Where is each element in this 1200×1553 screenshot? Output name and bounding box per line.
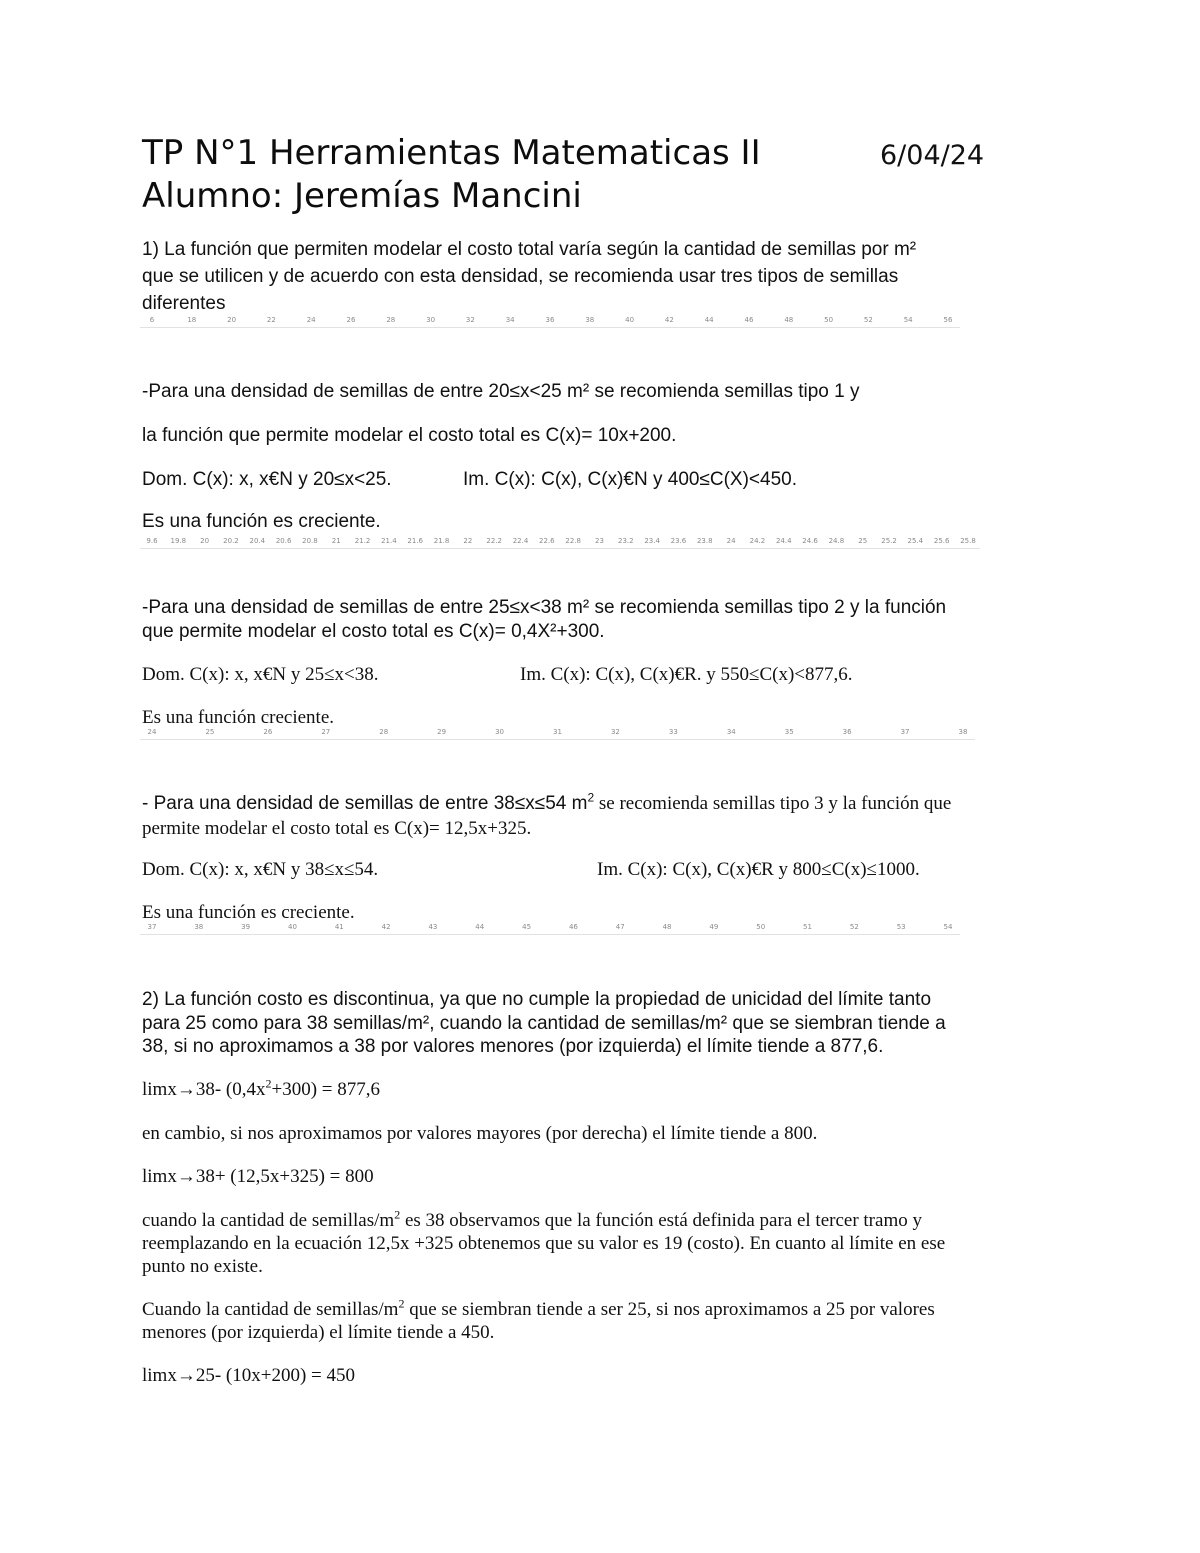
axis-tick-label: 46 bbox=[744, 316, 754, 324]
document-date: 6/04/24 bbox=[880, 140, 985, 171]
axis-line bbox=[140, 739, 975, 740]
axis-line bbox=[140, 934, 960, 935]
tramo3-line-2: permite modelar el costo total es C(x)= 12,5x+325. bbox=[142, 818, 532, 839]
axis-tick-label: 40 bbox=[625, 316, 635, 324]
axis-tick-label: 50 bbox=[756, 923, 766, 931]
axis-tick-label: 24.6 bbox=[802, 537, 818, 545]
axis-tick-label: 22.8 bbox=[565, 537, 581, 545]
axis-tick-label: 27 bbox=[321, 728, 331, 736]
axis-tick-label: 21.6 bbox=[407, 537, 424, 545]
axis-tick-label: 23.4 bbox=[644, 537, 660, 545]
axis-tick-label: 49 bbox=[709, 923, 719, 931]
tramo3-line-1-start: - Para una densidad de semillas de entre 38≤x≤54 m bbox=[142, 793, 588, 814]
axis-tick-label: 25.6 bbox=[933, 537, 950, 545]
axis-tick-label: 22 bbox=[266, 316, 276, 324]
axis-tick-label: 21 bbox=[331, 537, 341, 545]
axis-tick-label: 45 bbox=[522, 923, 532, 931]
axis-tick-label: 42 bbox=[381, 923, 391, 931]
axis-tick-label: 51 bbox=[803, 923, 812, 931]
tramo1-line-2: la función que permite modelar el costo total es C(x)= 10x+200. bbox=[142, 425, 677, 446]
axis-tick-label: 24 bbox=[306, 316, 316, 324]
axis-tick-label: 25.4 bbox=[907, 537, 924, 545]
axis-tick-label: 22 bbox=[463, 537, 473, 545]
axis-tick-label: 21.4 bbox=[381, 537, 397, 545]
axis-tick-label: 36 bbox=[545, 316, 555, 324]
axis-tick-label: 35 bbox=[784, 728, 794, 736]
paragraph-3-end: es 38 observamos que la función está definida para el tercer tramo y bbox=[400, 1210, 922, 1231]
paragraph-3-line-2: reemplazando en la ecuación 12,5x +325 obtenemos que su valor es 19 (costo). En cuanto al límite en ese bbox=[142, 1233, 946, 1254]
axis-tick-label: 41 bbox=[334, 923, 344, 931]
axis-tick-label: 22.2 bbox=[486, 537, 502, 545]
axis-tick-label: 32 bbox=[465, 316, 475, 324]
axis-tick-label: 23.8 bbox=[696, 537, 713, 545]
axis-tramo2 bbox=[140, 728, 975, 740]
paragraph-4-line-2: menores (por izquierda) el límite tiende a 450. bbox=[142, 1322, 495, 1343]
axis-tick-label: 24.2 bbox=[749, 537, 766, 545]
axis-tick-label: 25.8 bbox=[960, 537, 976, 545]
axis-tick-label: 48 bbox=[784, 316, 794, 324]
axis-main bbox=[140, 316, 960, 328]
paragraph-4-start: Cuando la cantidad de semillas/m bbox=[142, 1299, 399, 1320]
tramo1-image: Im. C(x): C(x), C(x)€N y 400≤C(X)<450. bbox=[463, 469, 798, 490]
limit-38-left bbox=[142, 1078, 380, 1101]
paragraph-3-line-3: punto no existe. bbox=[142, 1256, 263, 1277]
axis-tick-label: 53 bbox=[896, 923, 906, 931]
axis-tick-label: 24 bbox=[147, 728, 157, 736]
axis-tick-label: 25 bbox=[858, 537, 868, 545]
axis-tick-label: 28 bbox=[386, 316, 396, 324]
tramo2-image: Im. C(x): C(x), C(x)€R. y 550≤C(x)<877,6. bbox=[520, 664, 853, 685]
axis-tick-label: 21.8 bbox=[433, 537, 450, 545]
axis-tick-label: 30 bbox=[495, 728, 505, 736]
axis-tick-label: 22.6 bbox=[539, 537, 555, 545]
axis-tick-label: 23 bbox=[595, 537, 604, 545]
axis-tick-label: 20.4 bbox=[249, 537, 266, 545]
axis-line bbox=[140, 548, 980, 549]
axis-tick-label: 32 bbox=[610, 728, 620, 736]
axis-tick-label: 38 bbox=[585, 316, 595, 324]
tramo3-image: Im. C(x): C(x), C(x)€R y 800≤C(x)≤1000. bbox=[597, 859, 920, 880]
axis-tick-label: 21.2 bbox=[354, 537, 371, 545]
axis-line bbox=[140, 327, 960, 328]
axis-tick-label: 30 bbox=[426, 316, 436, 324]
tramo2-domain: Dom. C(x): x, x€N y 25≤x<38. bbox=[142, 664, 379, 685]
limit-38-left-end: +300) = 877,6 bbox=[271, 1079, 381, 1100]
axis-tick-label: 29 bbox=[437, 728, 447, 736]
student-name: Alumno: Jeremías Mancini bbox=[142, 176, 582, 216]
limit-38-right: limx→38+ (12,5x+325) = 800 bbox=[142, 1166, 374, 1187]
axis-tick-label: 38 bbox=[958, 728, 968, 736]
axis-tick-label: 46 bbox=[568, 923, 578, 931]
axis-tick-label: 31 bbox=[553, 728, 562, 736]
axis-tick-label: 26 bbox=[346, 316, 356, 324]
section2-line-2: para 25 como para 38 semillas/m², cuando la cantidad de semillas/m² que se siembran tiende a bbox=[142, 1013, 946, 1034]
document-title: TP N°1 Herramientas Matematicas II bbox=[142, 133, 761, 173]
tramo1-domain: Dom. C(x): x, x€N y 20≤x<25. bbox=[142, 469, 392, 490]
axis-tick-label: 50 bbox=[824, 316, 834, 324]
limit-25-left: limx→25- (10x+200) = 450 bbox=[142, 1365, 355, 1386]
tramo3-line-1-end: se recomienda semillas tipo 3 y la función que bbox=[594, 793, 952, 814]
paragraph-en-cambio: en cambio, si nos aproximamos por valores mayores (por derecha) el límite tiende a 800. bbox=[142, 1123, 818, 1144]
tramo3-superscript: 2 bbox=[587, 790, 595, 805]
axis-tick-label: 20 bbox=[227, 316, 237, 324]
axis-tick-label: 39 bbox=[241, 923, 251, 931]
paragraph-3-start: cuando la cantidad de semillas/m bbox=[142, 1210, 395, 1231]
axis-tick-label: 52 bbox=[863, 316, 873, 324]
axis-tick-label: 25.2 bbox=[881, 537, 897, 545]
tramo1-line-1: -Para una densidad de semillas de entre 20≤x<25 m² se recomienda semillas tipo 1 y bbox=[142, 381, 860, 402]
axis-tick-label: 36 bbox=[842, 728, 852, 736]
axis-tick-label: 18 bbox=[187, 316, 197, 324]
axis-tick-label: 20.2 bbox=[223, 537, 239, 545]
limit-38-left-start: limx→38- (0,4x bbox=[142, 1079, 266, 1100]
axis-tick-label: 33 bbox=[668, 728, 678, 736]
axis-tick-label: 28 bbox=[379, 728, 389, 736]
axis-tick-label: 19.8 bbox=[170, 537, 187, 545]
intro-line-3: diferentes bbox=[142, 293, 226, 314]
axis-tick-label: 37 bbox=[147, 923, 157, 931]
tramo3-domain: Dom. C(x): x, x€N y 38≤x≤54. bbox=[142, 859, 379, 880]
axis-tick-label: 23.2 bbox=[618, 537, 634, 545]
axis-tick-label: 40 bbox=[288, 923, 297, 931]
axis-tick-label: 54 bbox=[903, 316, 913, 324]
paragraph-4-sup: 2 bbox=[398, 1296, 405, 1311]
axis-tick-label: 24.8 bbox=[828, 537, 845, 545]
axis-tick-label: 23.6 bbox=[670, 537, 687, 545]
axis-tick-label: 38 bbox=[194, 923, 204, 931]
tramo2-line-2: que permite modelar el costo total es C(x)= 0,4X²+300. bbox=[142, 621, 605, 642]
axis-tick-label: 54 bbox=[943, 923, 953, 931]
limit-38-left-sup: 2 bbox=[265, 1076, 272, 1091]
axis-tick-label: 6 bbox=[149, 316, 155, 324]
paragraph-4-end: que se siembran tiende a ser 25, si nos aproximamos a 25 por valores bbox=[404, 1299, 935, 1320]
tramo3-note: Es una función es creciente. bbox=[142, 902, 355, 923]
axis-tick-label: 52 bbox=[849, 923, 859, 931]
axis-tick-label: 25 bbox=[205, 728, 215, 736]
axis-tick-label: 24.4 bbox=[775, 537, 792, 545]
intro-line-2: que se utilicen y de acuerdo con esta densidad, se recomienda usar tres tipos de semillas bbox=[142, 266, 899, 287]
axis-tick-label: 34 bbox=[505, 316, 515, 324]
axis-tick-label: 44 bbox=[704, 316, 714, 324]
axis-tick-label: 44 bbox=[475, 923, 485, 931]
paragraph-3-sup: 2 bbox=[394, 1207, 401, 1222]
section2-line-1: 2) La función costo es discontinua, ya que no cumple la propiedad de unicidad del límite tanto bbox=[142, 989, 932, 1010]
axis-tick-label: 47 bbox=[615, 923, 625, 931]
axis-tick-label: 26 bbox=[263, 728, 273, 736]
axis-tick-label: 42 bbox=[664, 316, 674, 324]
paragraph-3-line-1 bbox=[142, 1209, 922, 1232]
tramo2-note: Es una función creciente. bbox=[142, 707, 335, 728]
section2-line-3: 38, si no aproximamos a 38 por valores menores (por izquierda) el límite tiende a 877,6. bbox=[142, 1036, 884, 1057]
tramo1-note: Es una función es creciente. bbox=[142, 511, 381, 532]
axis-tramo1 bbox=[140, 537, 980, 549]
axis-tick-label: 22.4 bbox=[512, 537, 529, 545]
tramo3-line-1 bbox=[142, 792, 951, 815]
axis-tramo3 bbox=[140, 923, 960, 935]
axis-tick-label: 20.8 bbox=[302, 537, 318, 545]
axis-tick-label: 37 bbox=[900, 728, 910, 736]
axis-tick-label: 20.6 bbox=[275, 537, 292, 545]
axis-tick-label: 9.6 bbox=[146, 537, 158, 545]
tramo2-line-1: -Para una densidad de semillas de entre 25≤x<38 m² se recomienda semillas tipo 2 y la función bbox=[142, 597, 947, 618]
axis-tick-label: 43 bbox=[428, 923, 438, 931]
axis-tick-label: 34 bbox=[726, 728, 736, 736]
axis-tick-label: 48 bbox=[662, 923, 672, 931]
paragraph-4-line-1 bbox=[142, 1298, 935, 1321]
axis-tick-label: 56 bbox=[943, 316, 953, 324]
axis-tick-label: 20 bbox=[200, 537, 210, 545]
axis-tick-label: 24 bbox=[726, 537, 736, 545]
intro-line-1: 1) La función que permiten modelar el costo total varía según la cantidad de semillas por m² bbox=[142, 239, 917, 260]
